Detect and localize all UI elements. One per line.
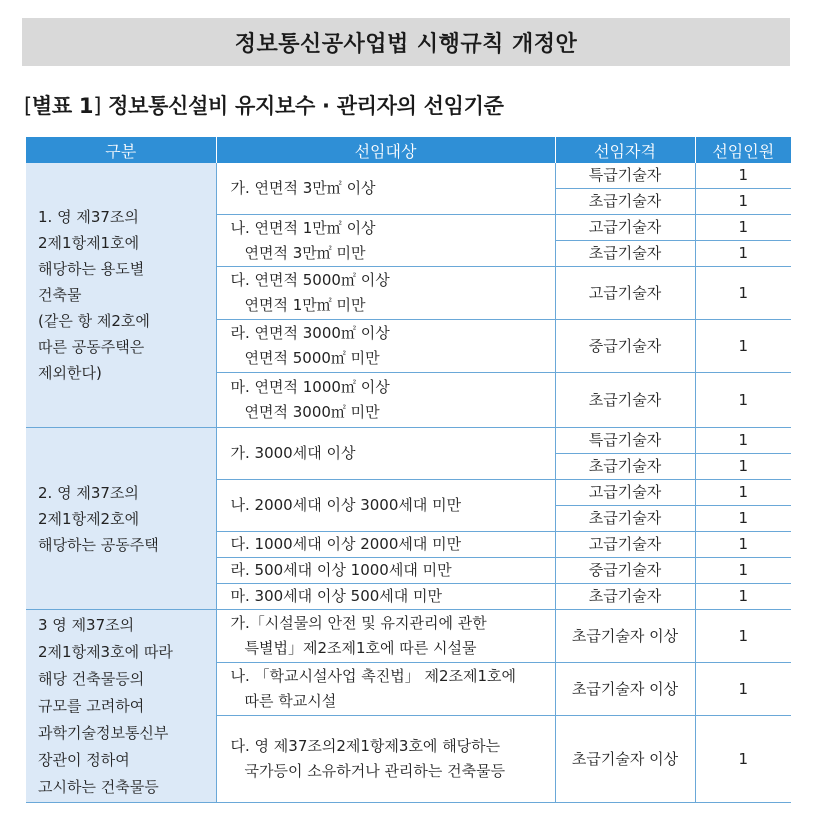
target-cell xyxy=(216,532,555,558)
target-cell xyxy=(216,373,555,428)
qualification-cell: 초급기술자 이상 xyxy=(555,663,695,716)
qualification-cell: 초급기술자 이상 xyxy=(555,610,695,663)
count-cell: 1 xyxy=(695,558,791,584)
target-line: 나. 2000세대 이상 3000세대 미만 xyxy=(230,496,462,514)
qualification-cell: 고급기술자 xyxy=(555,267,695,320)
target-line: 연면적 1만㎡ 미만 xyxy=(244,296,366,314)
category-cell xyxy=(26,610,216,803)
category-cell xyxy=(26,428,216,610)
category-line: 2제1항제1호에 xyxy=(38,234,140,252)
count-cell: 1 xyxy=(695,241,791,267)
target-line: 라. 500세대 이상 1000세대 미만 xyxy=(230,561,452,579)
target-cell xyxy=(216,163,555,215)
category-line: 제외한다) xyxy=(38,364,102,382)
category-line: 해당하는 용도별 xyxy=(38,260,145,278)
qualification-cell: 초급기술자 xyxy=(555,241,695,267)
count-cell: 1 xyxy=(695,584,791,610)
target-line: 따른 학교시설 xyxy=(244,692,337,710)
target-line: 나. 연면적 1만㎡ 이상 xyxy=(230,218,376,237)
category-line: 1. 영 제37조의 xyxy=(38,208,139,226)
target-cell xyxy=(216,610,555,663)
qualification-cell: 중급기술자 xyxy=(555,320,695,373)
category-line: 장관이 정하여 xyxy=(38,750,130,769)
target-cell xyxy=(216,558,555,584)
qualification-cell: 특급기술자 xyxy=(555,163,695,189)
target-line: 다. 영 제37조의2제1항제3호에 해당하는 xyxy=(230,737,501,755)
category-line: 2제1항제2호에 xyxy=(38,509,140,528)
count-cell: 1 xyxy=(695,428,791,454)
qualification-cell: 초급기술자 이상 xyxy=(555,716,695,803)
category-line: 건축물 xyxy=(38,286,82,304)
qualification-cell: 특급기술자 xyxy=(555,428,695,454)
qualification-cell: 초급기술자 xyxy=(555,506,695,532)
target-cell xyxy=(216,215,555,267)
count-cell: 1 xyxy=(695,320,791,373)
header-qualification: 선임자격 xyxy=(555,137,695,163)
target-line: 다. 1000세대 이상 2000세대 미만 xyxy=(230,535,462,553)
count-cell: 1 xyxy=(695,532,791,558)
category-cell xyxy=(26,163,216,428)
target-line: 나. 「학교시설사업 촉진법」 제2조제1호에 xyxy=(230,667,517,685)
qualification-cell: 중급기술자 xyxy=(555,558,695,584)
target-line: 연면적 3만㎡ 미만 xyxy=(244,243,366,262)
count-cell: 1 xyxy=(695,267,791,320)
target-line: 마. 연면적 1000㎡ 이상 xyxy=(230,378,390,396)
table-row xyxy=(26,610,791,663)
target-line: 마. 300세대 이상 500세대 미만 xyxy=(230,587,443,605)
count-cell: 1 xyxy=(695,215,791,241)
category-line: 과학기술정보통신부 xyxy=(38,723,169,742)
target-cell xyxy=(216,584,555,610)
category-line: (같은 항 제2호에 xyxy=(38,312,150,330)
header-target: 선임대상 xyxy=(216,137,555,163)
target-line: 국가등이 소유하거나 관리하는 건축물등 xyxy=(244,762,506,780)
appointment-criteria-table xyxy=(26,137,791,803)
table-row xyxy=(26,428,791,454)
target-line: 라. 연면적 3000㎡ 이상 xyxy=(230,324,390,342)
category-line: 2제1항제3호에 따라 xyxy=(38,642,173,661)
count-cell: 1 xyxy=(695,480,791,506)
target-cell xyxy=(216,267,555,320)
count-cell: 1 xyxy=(695,189,791,215)
banner-title: 정보통신공사업법 시행규칙 개정안 xyxy=(22,18,790,66)
count-cell: 1 xyxy=(695,663,791,716)
caption-label: 별표 1 xyxy=(31,94,94,118)
count-cell: 1 xyxy=(695,716,791,803)
target-cell xyxy=(216,480,555,532)
qualification-cell: 고급기술자 xyxy=(555,215,695,241)
category-line: 2. 영 제37조의 xyxy=(38,483,139,502)
target-line: 가. 3000세대 이상 xyxy=(230,444,356,462)
header-count: 선임인원 xyxy=(695,137,791,163)
qualification-cell: 초급기술자 xyxy=(555,189,695,215)
caption-bracket-open: [ xyxy=(24,94,32,118)
target-cell xyxy=(216,320,555,373)
target-cell xyxy=(216,428,555,480)
table-caption xyxy=(24,90,504,120)
category-line: 고시하는 건축물등 xyxy=(38,777,159,796)
category-line: 규모를 고려하여 xyxy=(38,696,145,715)
target-line: 특별법」제2조제1호에 따른 시설물 xyxy=(244,639,477,657)
target-line: 다. 연면적 5000㎡ 이상 xyxy=(230,271,390,289)
header-category: 구분 xyxy=(26,137,216,163)
target-cell xyxy=(216,716,555,803)
target-cell xyxy=(216,663,555,716)
table-row xyxy=(26,163,791,189)
qualification-cell: 고급기술자 xyxy=(555,532,695,558)
target-line: 가.「시설물의 안전 및 유지관리에 관한 xyxy=(230,614,487,632)
qualification-cell: 초급기술자 xyxy=(555,584,695,610)
count-cell: 1 xyxy=(695,373,791,428)
caption-bracket-close: ] xyxy=(93,94,102,118)
category-line: 해당하는 공동주택 xyxy=(38,535,159,554)
qualification-cell: 고급기술자 xyxy=(555,480,695,506)
qualification-cell: 초급기술자 xyxy=(555,373,695,428)
header-row xyxy=(26,137,791,163)
category-line: 해당 건축물등의 xyxy=(38,669,145,688)
caption-text: 정보통신설비 유지보수 · 관리자의 선임기준 xyxy=(108,94,504,118)
count-cell: 1 xyxy=(695,506,791,532)
category-line: 3 영 제37조의 xyxy=(38,615,135,634)
target-line: 연면적 3000㎡ 미만 xyxy=(244,403,380,421)
target-line: 연면적 5000㎡ 미만 xyxy=(244,349,380,367)
qualification-cell: 초급기술자 xyxy=(555,454,695,480)
target-line: 가. 연면적 3만㎡ 이상 xyxy=(230,179,376,197)
count-cell: 1 xyxy=(695,610,791,663)
count-cell: 1 xyxy=(695,454,791,480)
count-cell: 1 xyxy=(695,163,791,189)
category-line: 따른 공동주택은 xyxy=(38,338,145,356)
